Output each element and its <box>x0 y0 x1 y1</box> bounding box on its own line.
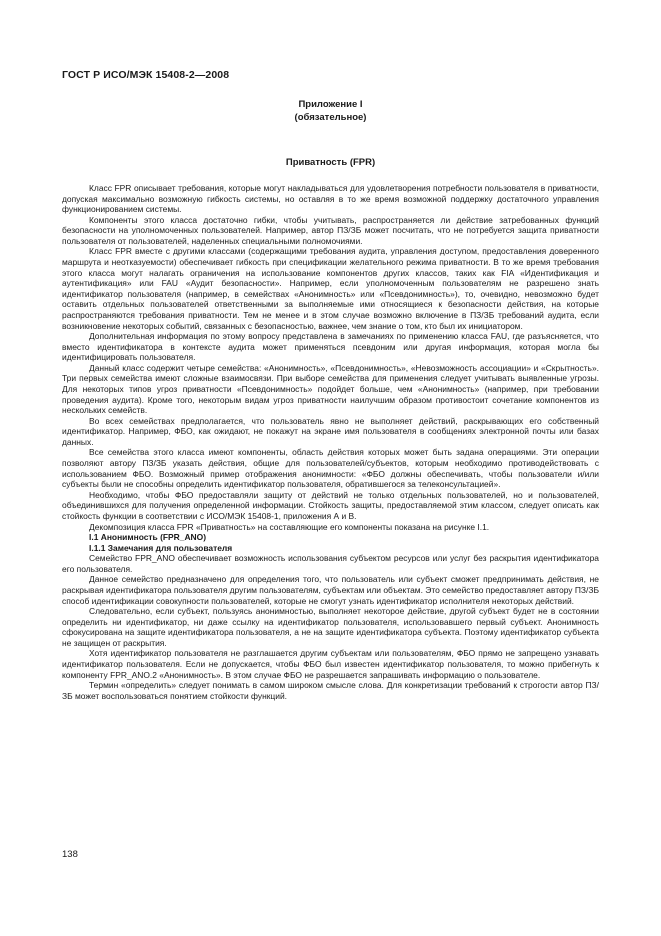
paragraph: Все семейства этого класса имеют компоненты, область действия которых может быть задана операциями. Эти операции позволяют автору ПЗ/ЗБ указать действия, общие для пользователей/субъектов, которым необходимо противодействовать с использованием ФБО. Возможный пример отображения анонимности: «ФБО должны обеспечивать, чтобы пользователи и/или субъекты были не способны определить идентификатор пользователя, обратившегося за телеконсультацией». <box>62 447 599 490</box>
paragraph: Компоненты этого класса достаточно гибки, чтобы учитывать, распространяется ли действие затребованных функций безопасности на уполномоченных пользователей. Например, автор ПЗ/ЗБ может посчитать, что не потребуется защита приватности пользователя от пользователей, наделенных специальными полномочиями. <box>62 214 599 246</box>
section-title: Приватность (FPR) <box>285 157 376 168</box>
paragraph: Семейство FPR_ANO обеспечивает возможность использования субъектом ресурсов или услуг без раскрытия идентификатора его пользователя. <box>62 553 599 574</box>
paragraph: Необходимо, чтобы ФБО предоставляли защиту от действий не только отдельных пользователей, но и пользователей, объединившихся для получения определенной информации. Стойкость защиты, предоставляемой этим классом, следует описать как стойкость функции в соответствии с ИСО/МЭК 15408-1, приложения А и В. <box>62 489 599 521</box>
paragraph: Данный класс содержит четыре семейства: «Анонимность», «Псевдонимность», «Невозможность ассоциации» и «Скрытность». Три первых семейства имеют сложные взаимосвязи. При выборе семейства для применения следует учитывать выявленные угрозы. Для некоторых типов угроз приватности «Псевдонимность» подойдет больше, чем «Анонимность» (например, при требовании проведения аудита). Кроме того, некоторым видам угроз приватности наилучшим образом противостоит сочетание компонентов из нескольких семейств. <box>62 362 599 416</box>
page-number: 138 <box>62 849 78 860</box>
subsection-heading: I.1 Анонимность (FPR_ANO) <box>89 532 207 543</box>
paragraph: Следовательно, если субъект, пользуясь анонимностью, выполняет некоторое действие, другой субъект будет не в состоянии определить ни идентификатор, ни даже ссылку на идентификатор пользователя, использовавшего первый субъект. Анонимность сфокусирована на защите идентификатора пользователя, а не на защите идентификатора субъекта. Поэтому идентификатор субъекта не защищен от раскрытия. <box>62 606 599 648</box>
paragraph: Класс FPR описывает требования, которые могут накладываться для удовлетворения потребности пользователя в приватности, допуская максимально возможную гибкость системы, но оставляя в то же время возможной поддержку достаточного управления функционированием системы. <box>62 183 599 215</box>
paragraph: Хотя идентификатор пользователя не разглашается другим субъектам или пользователям, ФБО прямо не запрещено узнавать идентификатор пользователя. Если не допускается, чтобы ФБО был известен идентификатор пользователя, то можно прибегнуть к компоненту FPR_ANO.2 «Анонимность». В этом случае ФБО не разрешается запрашивать информацию о пользователе. <box>62 648 599 680</box>
paragraph: Термин «определить» следует понимать в самом широком смысле слова. Для конкретизации требований к строгости автор ПЗ/ЗБ может воспользоваться понятием стойкости функций. <box>62 680 599 701</box>
paragraph: Во всех семействах предполагается, что пользователь явно не выполняет действий, раскрывающих его собственный идентификатор. Например, ФБО, как ожидают, не покажут на экране имя пользователя в сообщениях электронной почты или базах данных. <box>62 415 599 447</box>
appendix-heading <box>0 98 661 124</box>
paragraph: Данное семейство предназначено для определения того, что пользователь или субъект сможет предпринимать действия, не раскрывая идентификатора пользователя другим пользователям, субъектам или объектам. Это семейство предоставляет автору ПЗ/ЗБ способ идентификации совокупности пользователей, которые не смогут узнать идентификатор исполнителя некоторых действий. <box>62 574 600 606</box>
paragraph: Декомпозиция класса FPR «Приватность» на составляющие его компоненты показана на рисунке I.1. <box>89 521 490 532</box>
appendix-title: Приложение I <box>298 99 363 110</box>
document-body <box>62 183 599 701</box>
appendix-subtitle: (обязательное) <box>294 112 367 123</box>
paragraph: Класс FPR вместе с другими классами (содержащими требования аудита, управления доступом, предоставления доверенного маршрута и неотказуемости) обеспечивает гибкость при спецификации желательного режима приватности. В то же время требования этого класса могут налагать ограничения на использование компонентов других классов, таких как FIA «Идентификация и аутентификация» или FAU «Аудит безопасности». Например, если уполномоченным пользователям не разрешено знать идентификатор пользователя (например, в семействах «Анонимность» или «Псевдонимность»), то, очевидно, невозможно будет оставить отдельных пользователей ответственными за выполняемые ими относящиеся к безопасности действия, на которые распространяются требования приватности. Тем не менее и в этом случае возможно включение в ПЗ/ЗБ требований аудита, если возникновение некоторых событий, связанных с безопасностью, важнее, чем знание о том, кто был их инициатором. <box>62 246 599 331</box>
paragraph: Дополнительная информация по этому вопросу представлена в замечаниях по применению класса FAU, где разъясняется, что вместо идентификатора в контексте аудита может применяться псевдоним или другая информация, которая могла бы идентифицировать пользователя. <box>62 331 599 363</box>
page-header: ГОСТ Р ИСО/МЭК 15408-2—2008 <box>62 69 230 81</box>
subsubsection-heading: I.1.1 Замечания для пользователя <box>89 542 233 553</box>
